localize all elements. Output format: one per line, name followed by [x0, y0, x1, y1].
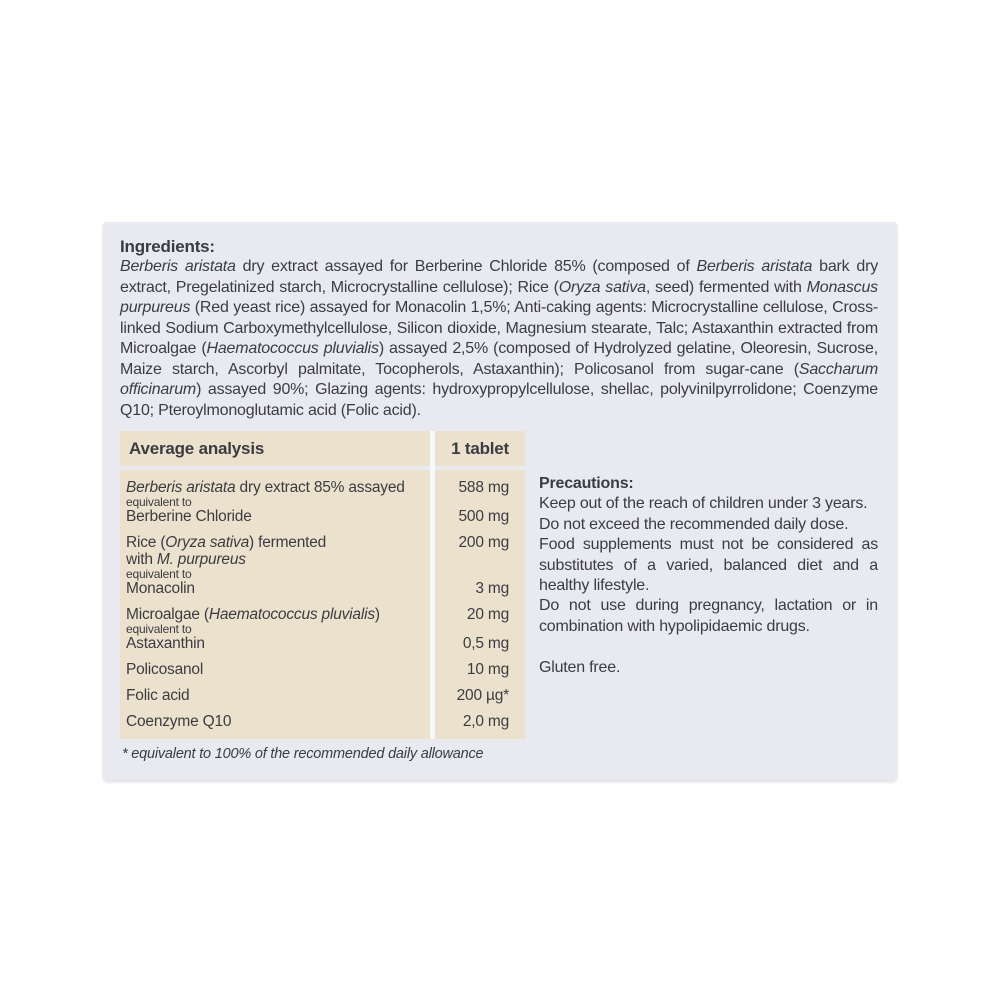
analysis-label: Policosanol	[126, 661, 204, 678]
precaution-line: Do not exceed the recommended daily dose.	[539, 515, 849, 533]
table-header-tablet: 1 tablet	[451, 438, 509, 458]
table-line	[120, 623, 525, 635]
analysis-label: Astaxanthin	[126, 635, 205, 652]
table-line	[120, 580, 525, 597]
analysis-value	[430, 623, 525, 635]
analysis-value: 0,5 mg	[462, 635, 509, 652]
analysis-value: 588 mg	[458, 479, 509, 496]
precautions-section	[539, 474, 878, 762]
analysis-label: equivalent to	[126, 495, 192, 509]
table-column-divider	[430, 431, 435, 739]
analysis-value: 200 mg	[458, 534, 509, 551]
analysis-label: equivalent to	[126, 567, 192, 581]
table-row	[120, 525, 525, 597]
product-label-panel	[103, 222, 897, 780]
table-line	[120, 713, 525, 730]
analysis-value	[430, 568, 525, 580]
analysis-table	[120, 431, 525, 739]
analysis-value: 500 mg	[458, 508, 509, 525]
table-row	[120, 678, 525, 704]
table-line	[120, 508, 525, 525]
table-line	[120, 551, 525, 568]
table-row	[120, 472, 525, 525]
table-line	[120, 635, 525, 652]
table-header-row	[120, 431, 525, 466]
table-body	[120, 470, 525, 739]
precaution-line: Food supplements must not be considered as substitutes of a varied, balanced diet and a healthy lifestyle.	[539, 536, 878, 595]
analysis-table-wrap	[120, 431, 525, 762]
ingredients-heading: Ingredients:	[120, 237, 215, 256]
table-line	[120, 606, 525, 623]
table-header-analysis: Average analysis	[129, 438, 265, 458]
precaution-line: Do not use during pregnancy, lactation or in combination with hypolipidaemic drugs.	[539, 597, 878, 635]
ingredients-text: Berberis aristata dry extract assayed for Berberine Chloride 85% (composed of Berberis aristata bark dry extract, Pregelatinized starch, Microcrystalline cellulose); Rice (Oryza sativa, seed) fermented with Monascus purpureus (Red yeast rice) assayed for Monacolin 1,5%; Anti-caking agents: Microcrystalline cellulose, Cross-linked Sodium Carboxymethylcellulose, Silicon dioxide, Magnesium stearate, Talc; Astaxanthin extracted from Microalgae (Haematococcus pluvialis) assayed 2,5% (composed of Hydrolyzed gelatine, Oleoresin, Sucrose, Maize starch, Ascorbyl palmitate, Tocopherols, Astaxanthin); Policosanol from sugar-cane (Saccharum officinarum) assayed 90%; Glazing agents: hydroxypropylcellulose, shellac, polyvinilpyrrolidone; Coenzyme Q10; Pteroylmonoglutamic acid (Folic acid).	[120, 258, 878, 419]
table-line	[120, 534, 525, 551]
analysis-label: Folic acid	[126, 687, 190, 704]
precautions-heading: Precautions:	[539, 475, 634, 492]
analysis-label: Rice (Oryza sativa) fermented	[126, 534, 327, 551]
analysis-value: 2,0 mg	[462, 713, 509, 730]
precautions-text	[539, 494, 878, 637]
table-line	[120, 661, 525, 678]
analysis-value	[430, 496, 525, 508]
analysis-label: Monacolin	[126, 580, 195, 597]
analysis-value: 10 mg	[466, 661, 509, 678]
analysis-label: Coenzyme Q10	[126, 713, 232, 730]
table-row	[120, 704, 525, 730]
analysis-value	[430, 551, 525, 568]
table-line	[120, 496, 525, 508]
lower-section	[120, 431, 878, 762]
analysis-label: equivalent to	[126, 622, 192, 636]
analysis-label: Berberine Chloride	[126, 508, 252, 525]
table-line	[120, 479, 525, 496]
table-line	[120, 568, 525, 580]
analysis-label: Microalgae (Haematococcus pluvialis)	[126, 606, 380, 623]
table-line	[120, 687, 525, 704]
analysis-label: with M. purpureus	[126, 551, 246, 568]
analysis-value: 200 µg*	[456, 687, 509, 704]
analysis-value: 20 mg	[466, 606, 509, 623]
table-footnote: * equivalent to 100% of the recommended daily allowance	[122, 746, 484, 762]
analysis-label: Berberis aristata dry extract 85% assayed	[126, 479, 405, 496]
table-row	[120, 597, 525, 652]
gluten-free-note: Gluten free.	[539, 659, 621, 677]
analysis-value: 3 mg	[475, 580, 509, 597]
table-row	[120, 652, 525, 678]
precaution-line: Keep out of the reach of children under 3 years.	[539, 495, 868, 513]
